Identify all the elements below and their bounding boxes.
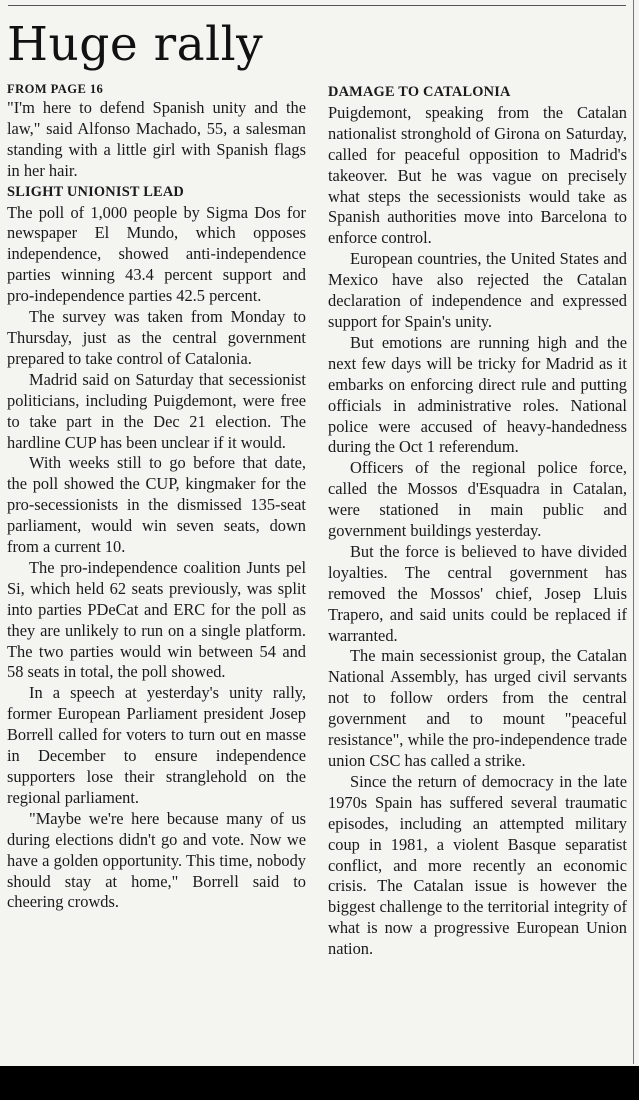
paragraph: "Maybe we're here because many of us during elections didn't go and vote. Now we have a golden opportunity. This time, nobody should stay at home," Borrell said to cheering crowds.: [7, 808, 306, 912]
bottom-black-band: [0, 1066, 639, 1100]
column-edge-rule: [633, 0, 634, 1064]
left-column: [7, 80, 306, 913]
paragraph: The survey was taken from Monday to Thursday, just as the central government prepared to take control of Catalonia.: [7, 307, 306, 368]
paragraph: The main secessionist group, the Catalan National Assembly, has urged civil servants not to follow orders from the central government and to mount "peaceful resistance", while the pro-independence trade union CSC has called a strike.: [328, 646, 627, 770]
continued-from-label: FROM PAGE 16: [7, 82, 104, 96]
paragraph: The poll of 1,000 people by Sigma Dos for newspaper El Mundo, which opposes independence, showed anti-independence parties winning 43.4 percent support and pro-independence parties 42.5 percent.: [7, 202, 306, 306]
paragraph: But emotions are running high and the next few days will be tricky for Madrid as it embarks on enforcing direct rule and putting officials in administrative roles. National police were accused of heavy-handedness during the Oct 1 referendum.: [328, 332, 627, 457]
paragraph: Officers of the regional police force, called the Mossos d'Esquadra in Catalan, were stationed in main public and government buildings yesterday.: [328, 458, 627, 541]
paragraph: The pro-independence coalition Junts pel Si, which held 62 seats previously, was split into parties PDeCat and ERC for the poll as they are unlikely to run on a single platform. The two parties would win between 54 and 58 seats in total, the poll showed.: [7, 557, 306, 682]
right-column: [328, 82, 627, 960]
paragraph: With weeks still to go before that date, the poll showed the CUP, kingmaker for the pro-secessionists in the dismissed 135-seat parliament, would win seven seats, down from a current 10.: [7, 453, 306, 557]
paragraph: In a speech at yesterday's unity rally, former European Parliament president Josep Borrell called for voters to turn out en masse in December to ensure independence supporters lose their stranglehold on the regional parliament.: [7, 683, 306, 807]
paragraph: European countries, the United States and Mexico have also rejected the Catalan declaration of independence and expressed support for Spain's unity.: [328, 249, 627, 331]
paragraph: But the force is believed to have divided loyalties. The central government has removed the Mossos' chief, Josep Lluis Trapero, and said units could be replaced if warranted.: [328, 541, 627, 645]
paragraph: Puigdemont, speaking from the Catalan nationalist stronghold of Girona on Saturday, called for peaceful opposition to Madrid's takeover. But he was vague on precisely what steps the secessionists would take as Spanish authorities move into Barcelona to enforce control.: [328, 102, 627, 248]
paragraph: Madrid said on Saturday that secessionist politicians, including Puigdemont, were free to take part in the Dec 21 election. The hardline CUP has been unclear if it would.: [7, 369, 306, 452]
lead-paragraph: "I'm here to defend Spanish unity and the law," said Alfonso Machado, 55, a salesman standing with a little girl with Spanish flags in her hair.: [7, 98, 306, 180]
subhead-damage-to-catalonia: DAMAGE TO CATALONIA: [328, 84, 511, 100]
paragraph: Since the return of democracy in the late 1970s Spain has suffered several traumatic episodes, including an attempted military coup in 1981, a violent Basque separatist conflict, and more recently an economic crisis. The Catalan issue is however the biggest challenge to the territorial integrity of what is now a progressive European Union nation.: [328, 771, 627, 959]
subhead-slight-unionist-lead: SLIGHT UNIONIST LEAD: [7, 183, 185, 200]
headline: Huge rally: [7, 17, 264, 72]
top-rule: [8, 5, 626, 6]
